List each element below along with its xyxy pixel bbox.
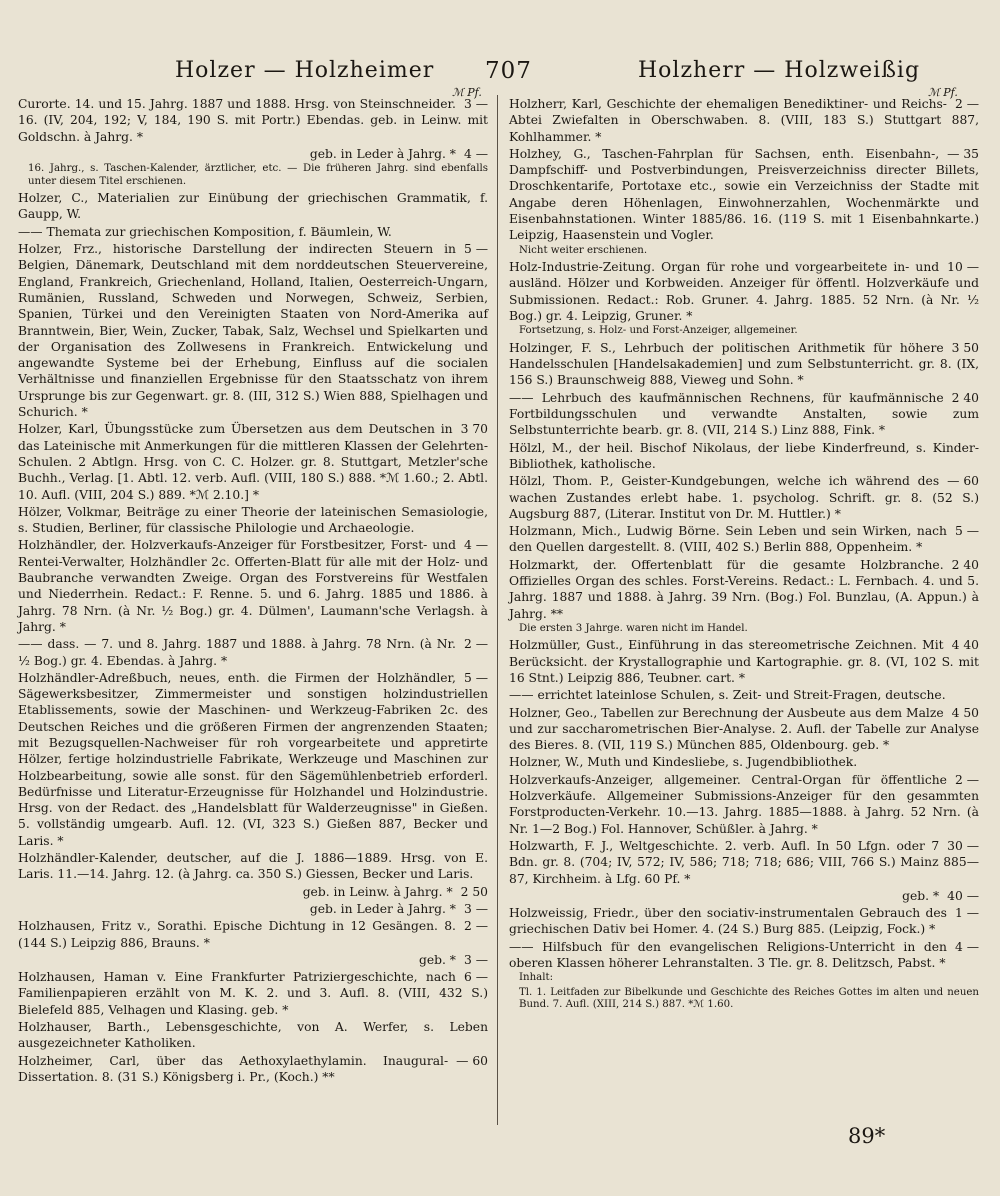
catalog-entry bbox=[509, 523, 979, 556]
catalog-entry bbox=[509, 473, 979, 522]
catalog-entry bbox=[509, 705, 979, 754]
catalog-entry bbox=[18, 537, 488, 635]
entry-text: Holzhey, G., Taschen-Fahrplan für Sachsen, enth. Eisenbahn-, Dampfschiff- und Postverbindungen, Preisverzeichniss directer Billets, Droschkentarife, Portotaxe etc., sowie ein Verzeichniss der Stadte mit Angabe deren Höhenlagen, Einwohnerzahlen, Wochenmärkte und Eisenbahnstationen. Winter 1885/86. 16. (119 S. mit 1 Eisenbahnkarte.) Leipzig, Haasenstein und Vogler. bbox=[509, 146, 979, 243]
entry-text: Holzmüller, Gust., Einführung in das stereometrische Zeichnen. Mit Berücksicht. der Krystallographie und Kartographie. gr. 8. (VI, 102 S. mit 16 Stnt.) Leipzig 886, Teubner. cart. * bbox=[509, 638, 979, 685]
column-divider bbox=[497, 95, 498, 1125]
catalog-entry bbox=[18, 636, 488, 669]
entry-price: 4 — bbox=[954, 939, 979, 954]
entry-price: 10 — bbox=[947, 260, 979, 275]
entry-price: 1 — bbox=[954, 906, 979, 921]
entry-text: Hölzl, Thom. P., Geister-Kundgebungen, welche ich während des wachen Zustandes erlebt habe. 1. psycholog. Schrift. gr. 8. (52 S.) Augsburg 887, (Literar. Institut von Dr. M. Huttler.) * bbox=[509, 474, 979, 521]
entry-price: 5 — bbox=[463, 242, 488, 257]
left-column bbox=[18, 96, 488, 1086]
entry-price: 4 — bbox=[463, 146, 488, 161]
catalog-entry bbox=[18, 969, 488, 1018]
entry-text: geb. in Leder à Jahrg. * bbox=[309, 146, 456, 161]
catalog-entry bbox=[509, 939, 979, 972]
entry-note bbox=[519, 972, 979, 985]
catalog-entry bbox=[509, 259, 979, 324]
signature-mark: 89* bbox=[848, 1124, 886, 1148]
entry-price: 5 — bbox=[954, 524, 979, 539]
entry-text: Holzhauser, Barth., Lebensgeschichte, von A. Werfer, s. Leben ausgezeichneter Katholiken. bbox=[18, 1020, 488, 1051]
entry-price: 2 — bbox=[954, 772, 979, 787]
entry-text: Holzinger, F. S., Lehrbuch der politischen Arithmetik für höhere Handelsschulen [Handelsakademien] und zum Selbstunterricht. gr. 8. (IX, 156 S.) Braunschweig 888, Vieweg und Sohn. * bbox=[509, 340, 979, 388]
entry-text: Holzhausen, Fritz v., Sorathi. Epische Dichtung in 12 Gesängen. 8. (144 S.) Leipzig 886, Brauns. * bbox=[18, 919, 456, 950]
entry-text: Hölzl, M., der heil. Bischof Nikolaus, der liebe Kinderfreund, s. Kinder-Bibliothek, katholische. bbox=[509, 440, 979, 471]
entry-text: Holzweissig, Friedr., über den sociativ-instrumentalen Gebrauch des griechischen Dativ bei Homer. 4. (24 S.) Burg 885. (Leipzig, Fock.) * bbox=[509, 906, 947, 937]
entry-text: geb. in Leder à Jahrg. * bbox=[309, 901, 456, 916]
entry-text: —— Themata zur griechischen Komposition, f. Bäumlein, W. bbox=[18, 224, 392, 239]
entry-price: 4 — bbox=[463, 538, 488, 553]
entry-text: 16. Jahrg., s. Taschen-Kalender, ärztlicher, etc. — Die früheren Jahrg. sind ebenfalls unter diesem Titel erschienen. bbox=[28, 163, 488, 187]
entry-text: —— Hilfsbuch für den evangelischen Religions-Unterricht in den oberen Klassen höherer Lehranstalten. 3 Tle. gr. 8. Delitzsch, Pabst. * bbox=[509, 939, 947, 971]
catalog-entry bbox=[509, 557, 979, 622]
entry-text: Holzhändler, der. Holzverkaufs-Anzeiger für Forstbesitzer, Forst- und Rentei-Verwalter, Holzhändler 2c. Offerten-Blatt für alle mit der Holz- und Baubranche verwandten Zweige. Organ des Forstvereins für Westfalen und Niederrhein. Redact.: F. Renne. 5. und 6. Jahrg. 1885 und 1886. à Jahrg. 78 Nrn. (à Nr. ½ Bog.) gr. 4. Dülmen', Laumann'sche Verlagsh. à Jahrg. * bbox=[18, 538, 488, 634]
entry-price: 3 — bbox=[463, 952, 488, 967]
catalog-entry bbox=[509, 772, 979, 837]
entry-note bbox=[519, 325, 979, 338]
catalog-entry bbox=[18, 1019, 488, 1052]
entry-text: Tl. 1. Leitfaden zur Bibelkunde und Geschichte des Reiches Gottes im alten und neuen Bund. 7. Aufl. (XIII, 214 S.) 887. *ℳ 1.60. bbox=[519, 986, 979, 1011]
entry-price: 4 40 bbox=[951, 638, 979, 653]
entry-text: Holzhändler-Kalender, deutscher, auf die J. 1886—1889. Hrsg. von E. Laris. 11.—14. Jahrg. 12. (à Jahrg. ca. 350 S.) Giessen, Becker und Laris. bbox=[18, 851, 488, 882]
catalog-entry bbox=[509, 905, 979, 938]
entry-price: — 60 bbox=[947, 474, 979, 489]
entry-text: geb. * bbox=[418, 952, 456, 967]
catalog-entry bbox=[18, 146, 488, 162]
catalog-entry bbox=[509, 888, 979, 904]
catalog-entry bbox=[18, 1053, 488, 1086]
catalog-entry bbox=[18, 850, 488, 883]
catalog-entry bbox=[18, 952, 488, 968]
catalog-entry bbox=[18, 224, 488, 240]
entry-text: Curorte. 14. und 15. Jahrg. 1887 und 1888. Hrsg. von Steinschneider. 16. (IV, 204, 192; V, 184, 190 S. mit Portr.) Ebendas. geb. in Leinw. mit Goldschn. à Jahrg. * bbox=[18, 97, 488, 144]
catalog-entry bbox=[18, 918, 488, 951]
entry-text: Holzverkaufs-Anzeiger, allgemeiner. Central-Organ für öffentliche Holzverkäufe. Allgemeiner Submissions-Anzeiger für den gesammten Forstproducten-Verkehr. 10.—13. Jahrg. 1885—1888. à Jahrg. 52 Nrn. (à Nr. 1—2 Bog.) Fol. Hannover, Schüßler. à Jahrg. * bbox=[509, 772, 979, 836]
catalog-entry bbox=[18, 190, 488, 223]
entry-text: Holzhausen, Haman v. Eine Frankfurter Patriziergeschichte, nach Familienpapieren erzählt von M. K. 2. und 3. Aufl. 8. (VIII, 432 S.) Bielefeld 885, Velhagen und Klasing. geb. * bbox=[18, 970, 488, 1017]
running-header-left: Holzer — Holzheimer bbox=[175, 58, 435, 83]
entry-text: Holzwarth, F. J., Weltgeschichte. 2. verb. Aufl. In 50 Lfgn. oder 7 Bdn. gr. 8. (704; IV, 572; IV, 586; 718; 718; 686; VIII, 766 S.) Mainz 885—87, Kirchheim. à Lfg. 60 Pf. * bbox=[509, 838, 979, 886]
entry-price: — 60 bbox=[456, 1053, 488, 1068]
currency-header-left: ℳ Pf. bbox=[452, 86, 482, 99]
entry-price: 30 — bbox=[947, 838, 979, 853]
catalog-entry bbox=[509, 390, 979, 439]
entry-text: Holzer, Karl, Übungsstücke zum Übersetzen aus dem Deutschen in das Lateinische mit Anmerkungen für die mittleren Klassen der Gelehrten-Schulen. 2 Abtlgn. Hrsg. von C. C. Holzer. gr. 8. Stuttgart, Metzler'sche Buchh., Verlag. [1. Abtl. 12. verb. Aufl. (VIII, 180 S.) 888. *ℳ 1.60.; 2. Abtl. 10. Aufl. (VIII, 204 S.) 889. *ℳ 2.10.] * bbox=[18, 422, 488, 502]
entry-text: Hölzer, Volkmar, Beiträge zu einer Theorie der lateinischen Semasiologie, s. Studien, Berliner, für classische Philologie und Archaeologie. bbox=[18, 504, 488, 536]
catalog-entry bbox=[18, 96, 488, 145]
catalog-entry bbox=[509, 754, 979, 770]
entry-text: Holzer, Frz., historische Darstellung der indirecten Steuern in Belgien, Dänemark, Deutschland mit dem norddeutschen Steuervereine, England, Frankreich, Griechenland, Holland, Italien, Oesterreich-Ungarn, Rumänien, Russland, Schweden und Norwegen, Schweiz, Serbien, Spanien, Türkei und den Vereinigten Staaten von Nord-Amerika auf Branntwein, Bier, Wein, Zucker, Tabak, Salz, Wechsel und Spielkarten und der Organisation des Zollwesens in Frankreich. Entwickelung und angewandte Systeme bei der Erhebung, Einfluss auf die socialen Verhältnisse und finanziellen Ergebnisse für den Staatsschatz von ihrem Ursprunge bis zur Gegenwart. gr. 8. (III, 312 S.) Wien 888, Spielhagen und Schurich. * bbox=[18, 242, 488, 420]
catalog-entry bbox=[509, 637, 979, 686]
catalog-entry bbox=[509, 687, 979, 703]
entry-price: 3 — bbox=[463, 901, 488, 916]
entry-price: 40 — bbox=[947, 888, 979, 903]
catalog-entry bbox=[509, 440, 979, 473]
entry-price: 2 50 bbox=[460, 884, 488, 899]
entry-price: 2 — bbox=[954, 97, 979, 111]
entry-price: 3 — bbox=[463, 97, 488, 111]
running-header-right: Holzherr — Holzweißig bbox=[638, 58, 921, 83]
catalog-entry bbox=[509, 96, 979, 145]
entry-price: 6 — bbox=[463, 970, 488, 985]
entry-text: geb. * bbox=[902, 888, 940, 903]
entry-price: 2 — bbox=[463, 637, 488, 652]
entry-text: —— Lehrbuch des kaufmännischen Rechnens, für kaufmännische Fortbildungsschulen und verwandte Anstalten, sowie zum Selbstunterrichte bearb. gr. 8. (VII, 214 S.) Linz 888, Fink. * bbox=[509, 390, 979, 438]
entry-price: 3 70 bbox=[460, 422, 488, 437]
entry-price: 2 40 bbox=[951, 557, 979, 572]
catalog-entry bbox=[509, 340, 979, 389]
entry-text: Holzhändler-Adreßbuch, neues, enth. die Firmen der Holzhändler, Sägewerksbesitzer, Zimmermeister und sonstigen holzindustriellen Etablissements, sowie der Maschinen- und Werkzeug-Fabriken 2c. des Deutschen Reiches und die größeren Firmen der angrenzenden Staaten; mit Bezugsquellen-Nachweiser für roh vorgearbeitete und appretirte Hölzer, fertige holzindustrielle Fabrikate, Werkzeuge und Maschinen zur Holzbearbeitung, sowie alle sonst. für den Sägemühlenbetrieb erforderl. Bedürfnisse und Literatur-Erzeugnisse für Holzhandel und Holzindustrie. Hrsg. von der Redact. des „Handelsblatt für Walderzeugnisse" in Gießen. 5. vollständig umgearb. Aufl. 12. (VI, 323 S.) Gießen 887, Becker und Laris. * bbox=[18, 670, 488, 848]
entry-price: 2 — bbox=[463, 919, 488, 934]
entry-note bbox=[519, 623, 979, 636]
entry-text: Nicht weiter erschienen. bbox=[519, 244, 648, 256]
entry-text: Holzheimer, Carl, über das Aethoxylaethylamin. Inaugural-Dissertation. 8. (31 S.) Königsberg i. Pr., (Koch.) ** bbox=[18, 1053, 449, 1084]
catalog-entry bbox=[18, 421, 488, 502]
currency-header-right: ℳ Pf. bbox=[928, 86, 958, 99]
catalog-entry bbox=[18, 901, 488, 917]
entry-text: —— errichtet lateinlose Schulen, s. Zeit- und Streit-Fragen, deutsche. bbox=[509, 688, 946, 703]
entry-text: geb. in Leinw. à Jahrg. * bbox=[302, 884, 453, 899]
entry-text: Fortsetzung, s. Holz- und Forst-Anzeiger, allgemeiner. bbox=[519, 325, 798, 337]
entry-note bbox=[519, 245, 979, 258]
entry-note bbox=[28, 163, 488, 188]
page-number: 707 bbox=[485, 58, 532, 84]
entry-text: Holzmann, Mich., Ludwig Börne. Sein Leben und sein Wirken, nach den Quellen dargestellt. 8. (VIII, 402 S.) Berlin 888, Oppenheim. * bbox=[509, 524, 947, 555]
catalog-entry bbox=[18, 504, 488, 537]
catalog-entry bbox=[509, 838, 979, 887]
entry-price: — 35 bbox=[947, 146, 979, 161]
catalog-entry bbox=[18, 670, 488, 849]
catalog-entry bbox=[509, 146, 979, 244]
entry-text: Holzner, W., Muth und Kindesliebe, s. Jugendbibliothek. bbox=[509, 755, 858, 770]
entry-price: 3 50 bbox=[951, 340, 979, 355]
entry-text: Inhalt: bbox=[519, 972, 554, 984]
entry-price: 4 50 bbox=[951, 705, 979, 720]
catalog-entry bbox=[18, 241, 488, 420]
entry-text: —— dass. — 7. und 8. Jahrg. 1887 und 1888. à Jahrg. 78 Nrn. (à Nr. ½ Bog.) gr. 4. Ebendas. à Jahrg. * bbox=[18, 637, 456, 668]
catalog-entry bbox=[18, 884, 488, 900]
entry-price: 5 — bbox=[463, 670, 488, 685]
entry-price: 2 40 bbox=[951, 390, 979, 405]
entry-text: Holzmarkt, der. Offertenblatt für die gesamte Holzbranche. Offizielles Organ des schles. Forst-Vereins. Redact.: L. Fernbach. 4. und 5. Jahrg. 1887 und 1888. à Jahrg. 39 Nrn. (Bog.) Fol. Bunzlau, (A. Appun.) à Jahrg. ** bbox=[509, 557, 979, 621]
entry-text: Holzner, Geo., Tabellen zur Berechnung der Ausbeute aus dem Malze und zur saccharometrischen Bier-Analyse. 2. Aufl. der Tabelle zur Analyse des Bieres. 8. (VII, 119 S.) München 885, Oldenbourg. geb. * bbox=[509, 705, 979, 753]
right-column bbox=[509, 96, 979, 1014]
entry-text: Holz-Industrie-Zeitung. Organ für rohe und vorgearbeitete in- und ausländ. Hölzer und Korbweiden. Anzeiger für öffentl. Holzverkäufe und Submissionen. Redact.: Rob. Gruner. 4. Jahrg. 1885. 52 Nrn. (à Nr. ½ Bog.) gr. 4. Leipzig, Gruner. * bbox=[509, 260, 979, 324]
entry-text: Holzherr, Karl, Geschichte der ehemaligen Benediktiner- und Reichs-Abtei Zwiefalten in Oberschwaben. 8. (VIII, 183 S.) Stuttgart 887, Kohlhammer. * bbox=[509, 97, 979, 144]
entry-note bbox=[519, 987, 979, 1012]
entry-text: Die ersten 3 Jahrge. waren nicht im Handel. bbox=[519, 622, 748, 634]
entry-text: Holzer, C., Materialien zur Einübung der griechischen Grammatik, f. Gaupp, W. bbox=[18, 191, 488, 222]
